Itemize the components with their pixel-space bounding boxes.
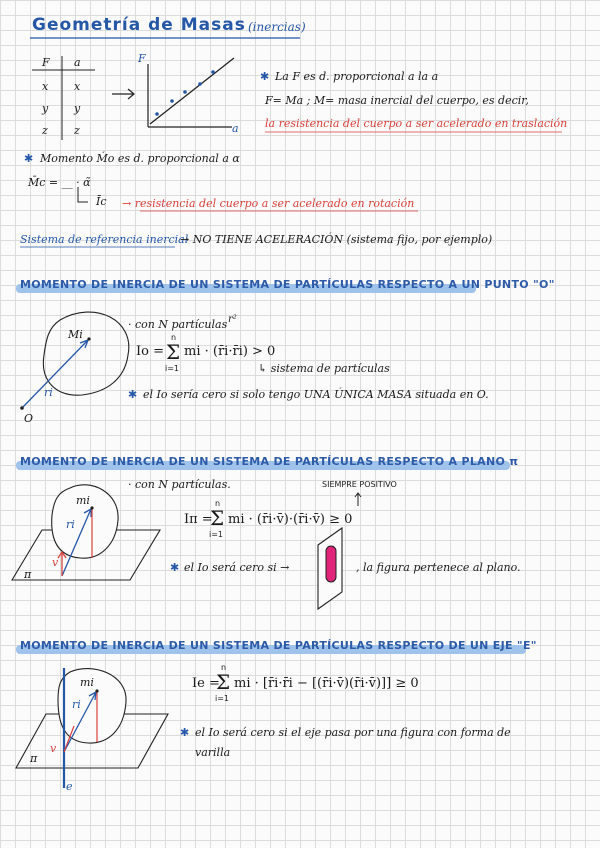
- section2-sum-top: n: [215, 499, 221, 508]
- section2-siempre: SIEMPRE POSITIVO: [322, 480, 397, 489]
- sigma-icon: Σ: [216, 670, 231, 694]
- section1-formula-rhs: mi · (r̄i·r̄i) > 0: [184, 344, 276, 359]
- section3-title: MOMENTO DE INERCIA DE UN SISTEMA DE PARTÍCULAS RESPECTO DE UN EJE "E": [20, 639, 537, 652]
- fig2-normal-label: v: [52, 556, 59, 569]
- fig2-plane-label: π: [24, 568, 32, 581]
- bullet-icon: ✱: [128, 388, 138, 401]
- section2-title: MOMENTO DE INERCIA DE UN SISTEMA DE PARTÍCULAS RESPECTO A PLANO π: [20, 455, 519, 468]
- table-cell: x: [74, 80, 81, 93]
- fig1-vector-label: ri: [44, 386, 53, 399]
- intro-line1: La F es d. proporcional a la a: [275, 70, 439, 83]
- section1-note-under: ↳ sistema de partículas: [258, 362, 390, 375]
- section1-con: · con N partículas: [128, 318, 228, 331]
- section3-formula-rhs: mi · [r̄i·r̄i − [(r̄i·v̄)(r̄i·v̄)]] ≥ 0: [234, 676, 419, 691]
- moment-arrow-text: → resistencia del cuerpo a ser acelerado en rotación: [122, 197, 415, 210]
- section3-sum-top: n: [221, 663, 227, 672]
- fig2-vector-label: ri: [66, 518, 75, 531]
- section2-sum-bot: i=1: [209, 530, 224, 539]
- moment-eq: M̄c = __ · α̃: [28, 176, 91, 189]
- section2-con: · con N partículas.: [128, 478, 231, 491]
- bullet-icon: ✱: [180, 726, 190, 739]
- graph-x-label: a: [232, 122, 239, 135]
- table-header-a: a: [74, 56, 81, 69]
- bullet-icon: ✱: [170, 561, 180, 574]
- table-cell: y: [74, 102, 81, 115]
- section3-note1: el Io será cero si el eje pasa por una figura con forma de: [195, 726, 511, 739]
- table-header-f: F: [42, 56, 50, 69]
- section1-sum-bot: i=1: [165, 364, 180, 373]
- fig1-mass-label: Mi: [68, 328, 83, 341]
- table-cell: x: [42, 80, 49, 93]
- inertial-label: Sistema de referencia inercial: [20, 233, 189, 246]
- intro-line3: la resistencia del cuerpo a ser acelerado en traslación: [265, 117, 568, 130]
- section3-formula-lhs: Ie =: [192, 676, 220, 691]
- bullet-icon: ✱: [260, 70, 270, 83]
- fig3-normal-label: v: [50, 742, 57, 755]
- section1-title: MOMENTO DE INERCIA DE UN SISTEMA DE PARTÍCULAS RESPECTO A UN PUNTO "O": [20, 278, 555, 291]
- table-cell: y: [42, 102, 49, 115]
- section1-r2: r²: [228, 314, 237, 325]
- fig2-mass-label: mi: [76, 494, 90, 507]
- page-subtitle: (inercias): [248, 20, 306, 34]
- section3-sum-bot: i=1: [215, 694, 230, 703]
- sigma-icon: Σ: [210, 506, 225, 530]
- fig3-vector-label: ri: [72, 698, 81, 711]
- bullet-icon: ✱: [24, 152, 34, 165]
- fig3-mass-label: mi: [80, 676, 94, 689]
- section2-formula-rhs: mi · (r̄i·v̄)·(r̄i·v̄) ≥ 0: [228, 512, 353, 527]
- fig3-axis-label: e: [66, 780, 73, 793]
- page-title: Geometría de Masas: [32, 15, 246, 35]
- fig3-plane-label: π: [30, 752, 38, 765]
- inertial-text: → NO TIENE ACELERACIÓN (sistema fijo, por ejemplo): [180, 233, 493, 246]
- section3-note2: varilla: [195, 746, 231, 759]
- sigma-icon: Σ: [166, 340, 181, 364]
- intro-line2: F= Ma ; M= masa inercial del cuerpo, es decir,: [265, 94, 529, 107]
- section2-note-a: el Io será cero si →: [184, 561, 290, 574]
- section2-formula-lhs: Iπ =: [184, 512, 213, 527]
- graph-y-label: F: [138, 52, 146, 65]
- section2-note-b: , la figura pertenece al plano.: [356, 561, 521, 574]
- table-cell: z: [42, 124, 48, 137]
- moment-ic: Īc: [96, 195, 107, 208]
- section1-sum-top: n: [171, 333, 177, 342]
- fig1-origin-label: O: [24, 412, 34, 425]
- table-cell: z: [74, 124, 80, 137]
- section1-formula-lhs: Io =: [136, 344, 164, 359]
- moment-line1: Momento Ḿo es d. proporcional a α: [40, 152, 240, 165]
- section1-note: el Io sería cero si solo tengo UNA ÚNICA MASA situada en O.: [143, 388, 489, 401]
